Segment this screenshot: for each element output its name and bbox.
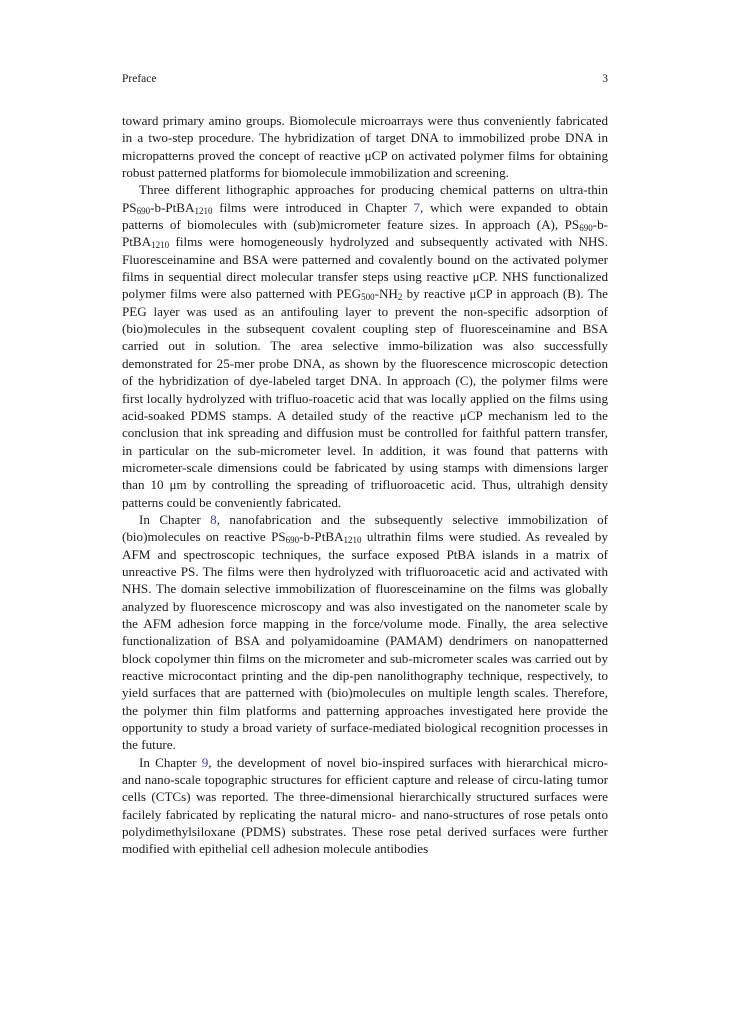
paragraph-2: Three different lithographic approaches for producing chemical patterns on ultra-thin $PS_{690}-b-PtBA_{1210}$ films were introduced in Chapter 7, which were expanded to obtain patterns of biomolecules with (sub)micrometer feature sizes. In approach (A), $PS_{690}-b-PtBA_{1210}$ films were homogeneously hydrolyzed and subsequently activated with NHS. Fluoresceinamine and BSA were patterned and covalently bound on the activated polymer films in sequential direct molecular transfer steps using reactive μCP. NHS functionalized polymer films were also patterned with $PEG_{500}-NH_2$ by reactive μCP in approach (B). The PEG layer was used as an antifouling layer to prevent the non-specific adsorption of (bio)molecules in the subsequent covalent coupling step of fluoresceinamine and BSA carried out in solution. The area selective immo-bilization was also successfully demonstrated for 25-mer probe DNA, as shown by the fluorescence microscopic detection of the hybridization of dye-labeled target DNA. In approach (C), the polymer films were first locally hydrolyzed with trifluo-roacetic acid that was locally applied on the films using acid-soaked PDMS stamps. A detailed study of the reactive μCP mechanism led to the conclusion that ink spreading and diffusion must be controlled for faithful pattern transfer, in particular on the sub-micrometer level. In addition, it was found that patterns with micrometer-scale dimensions could be fabricated by using stamps with dimensions larger than 10 μm by controlling the spreading of trifluoroacetic acid. Thus, ultrahigh density patterns could be conveniently fabricated. (122, 182, 608, 510)
paragraph-3: In Chapter 8, nanofabrication and the subsequently selective immobilization of (bio)molecules on reactive $PS_{690}-b-PtBA_{1210}$ ultrathin films were studied. As revealed by AFM and spectroscopic techniques, the surface exposed PtBA islands in a matrix of unreactive PS. The films were then hydrolyzed with trifluoroacetic acid and activated with NHS. The domain selective immobilization of fluoresceinamine on the films was globally analyzed by fluorescence microscopy and was also investigated on the nanometer scale by the AFM adhesion force mapping in the force/volume mode. Finally, the area selective functionalization of BSA and polyamidoamine (PAMAM) dendrimers on nanopatterned block copolymer thin films on the micrometer and sub-micrometer scales was carried out by reactive microcontact printing and the dip-pen nanolithography technique, respectively, to yield surfaces that are patterned with (bio)molecules on multiple length scales. Therefore, the polymer thin film platforms and patterning approaches investigated here provide the opportunity to study a broad variety of surface-mediated biological recognition processes in the future. (122, 511, 608, 753)
chapter-9-link[interactable]: 9 (201, 754, 209, 770)
chapter-8-link[interactable]: 8 (210, 511, 217, 527)
body-text (122, 112, 608, 858)
page-number: 3 (602, 73, 608, 85)
paragraph-1: toward primary amino groups. Biomolecule microarrays were thus conveniently fabricated in a two-step procedure. The hybridization of target DNA to immobilized probe DNA in micropatterns proved the concept of reactive μCP on activated polymer films for obtaining robust patterned platforms for biomolecule immobilization and screening. (122, 113, 608, 181)
section-title: Preface (122, 73, 157, 85)
running-head (122, 73, 608, 85)
paragraph-4: In Chapter 9, the development of novel bio-inspired surfaces with hierarchical micro- and nano-scale topographic structures for efficient capture and release of circu-lating tumor cells (CTCs) was reported. The three-dimensional hierarchically structured surfaces were facilely fabricated by replicating the natural micro- and nano-structures of rose petals onto polydimethylsiloxane (PDMS) substrates. These rose petal derived surfaces were further modified with epithelial cell adhesion molecule antibodies (122, 754, 608, 857)
chapter-7-link[interactable]: 7 (413, 199, 421, 215)
